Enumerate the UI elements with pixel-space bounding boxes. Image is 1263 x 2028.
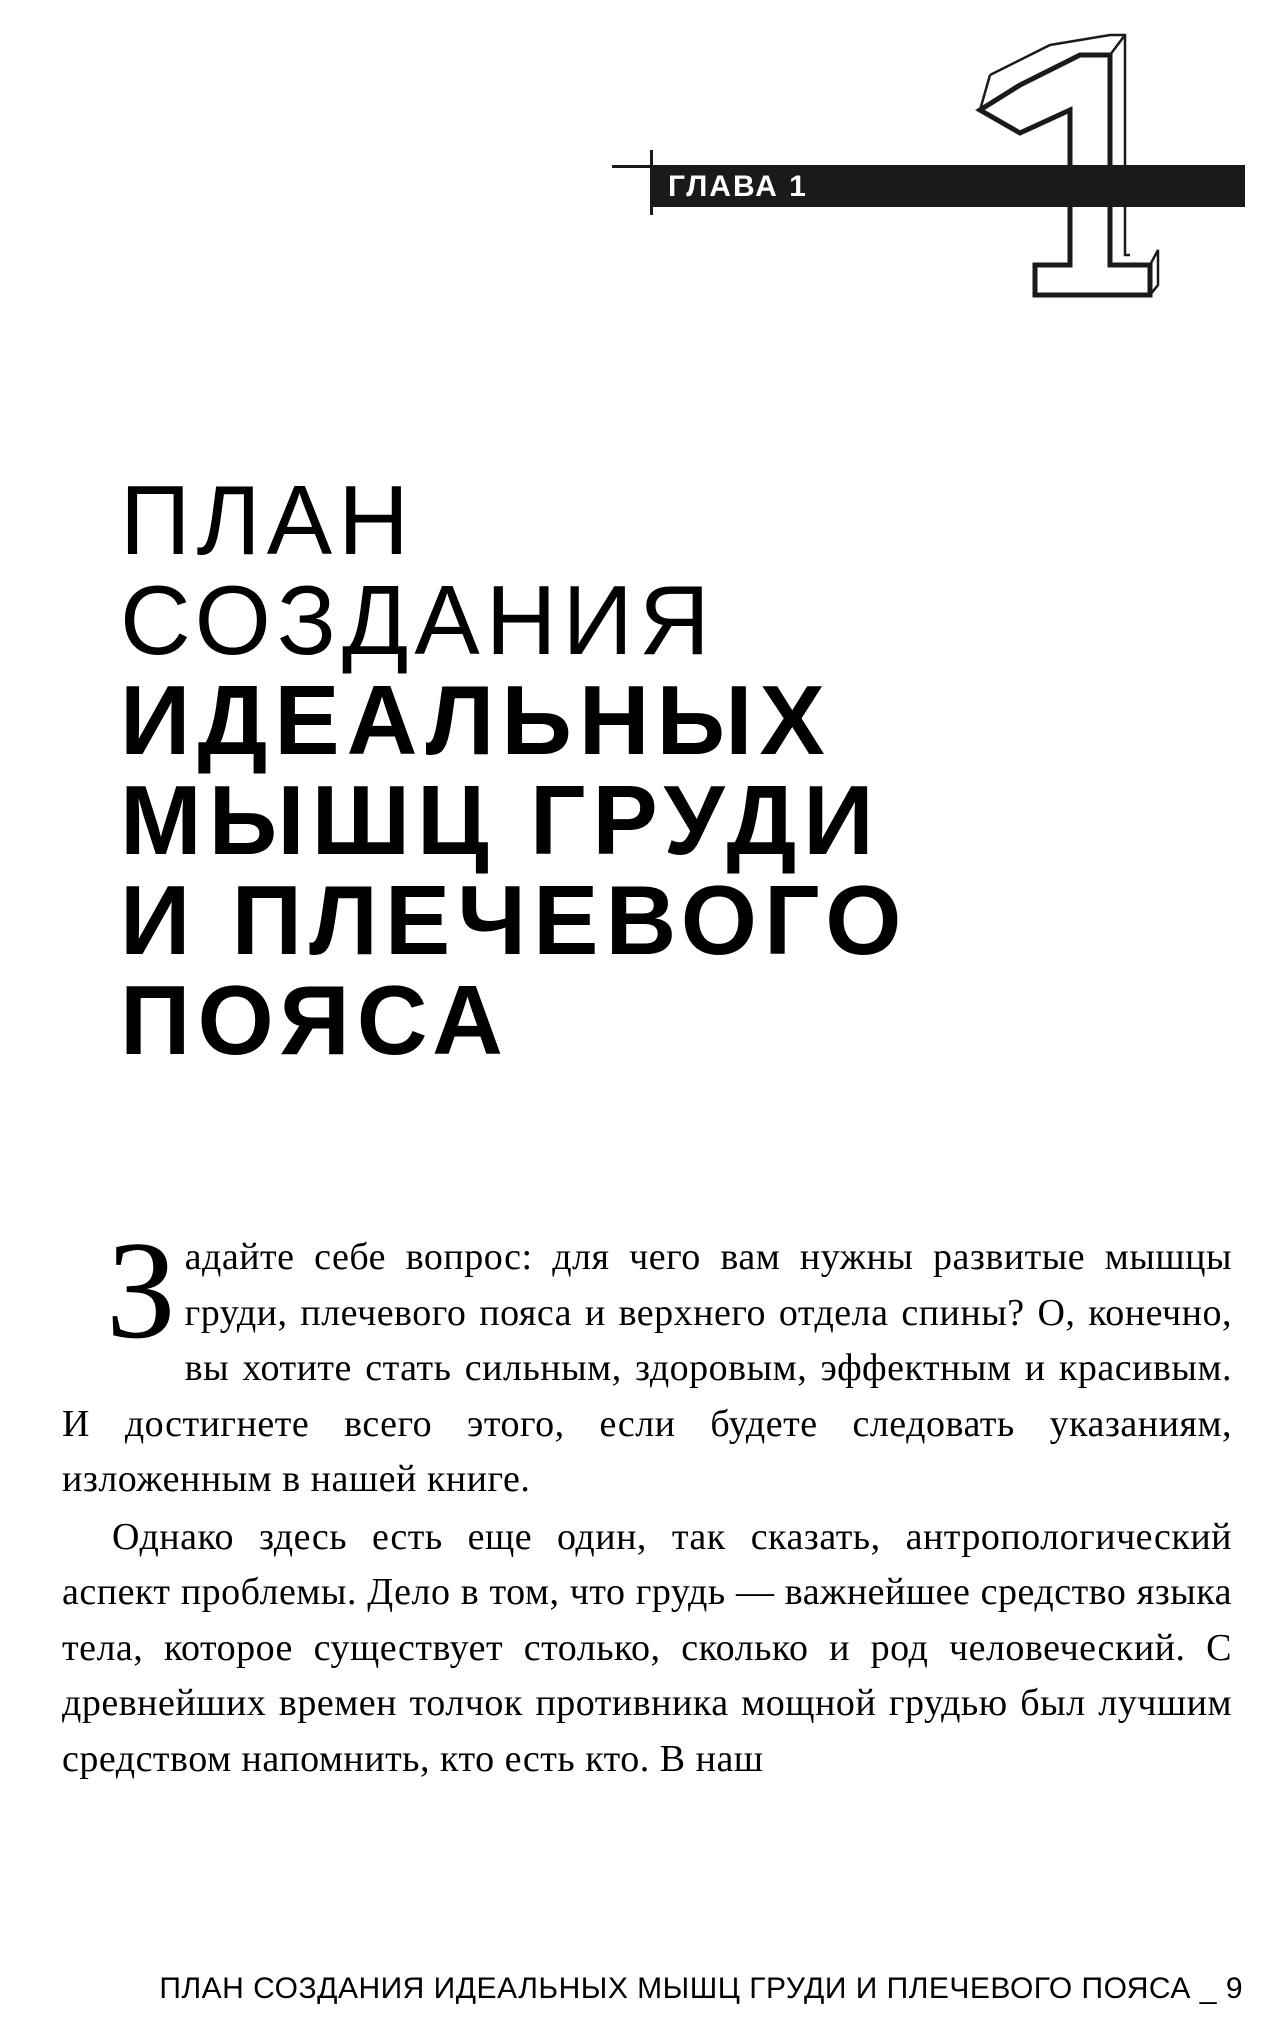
title-line-3: ИДЕАЛЬНЫХ bbox=[120, 665, 832, 775]
title-line-4: МЫШЦ ГРУДИ bbox=[120, 765, 881, 875]
chapter-title bbox=[120, 465, 909, 1075]
paragraph-2: Однако здесь есть еще один, так сказать, антропологический аспект проблемы. Дело в том, что грудь — важнейшее средство языка тела, которое существует столько, сколько и род человеческий. С древнейших времен толчок противника мощной грудью был лучшим средством напомнить, кто есть кто. В наш bbox=[62, 1515, 1232, 1780]
page-footer bbox=[159, 1972, 1243, 2006]
title-line-1: ПЛАН bbox=[120, 465, 415, 575]
title-line-6: ПОЯСА bbox=[120, 965, 510, 1075]
paragraph-1 bbox=[62, 1213, 1232, 1508]
title-line-5: И ПЛЕЧЕВОГО bbox=[120, 865, 909, 975]
title-line-2: СОЗДАНИЯ bbox=[120, 565, 716, 675]
footer-separator: _ bbox=[1199, 1972, 1217, 2005]
running-title: ПЛАН СОЗДАНИЯ ИДЕАЛЬНЫХ МЫШЦ ГРУДИ И ПЛЕЧЕВОГО ПОЯСА bbox=[159, 1972, 1191, 2005]
body-text bbox=[62, 1213, 1232, 1787]
chapter-numeral-graphic bbox=[960, 15, 1160, 305]
drop-cap: З bbox=[106, 1213, 177, 1368]
page-number: 9 bbox=[1225, 1972, 1243, 2005]
chapter-label: ГЛАВА 1 bbox=[668, 170, 808, 203]
paragraph-1-text: адайте себе вопрос: для чего вам нужны развитые мышцы груди, плечевого пояса и верхнего отдела спины? О, конечно, вы хотите стать сильным, здоровым, эффектным и красивым. И достигнете всего этого, если будете следовать указаниям, изложенным в нашей книге. bbox=[62, 1236, 1232, 1500]
chapter-rule bbox=[612, 165, 652, 168]
